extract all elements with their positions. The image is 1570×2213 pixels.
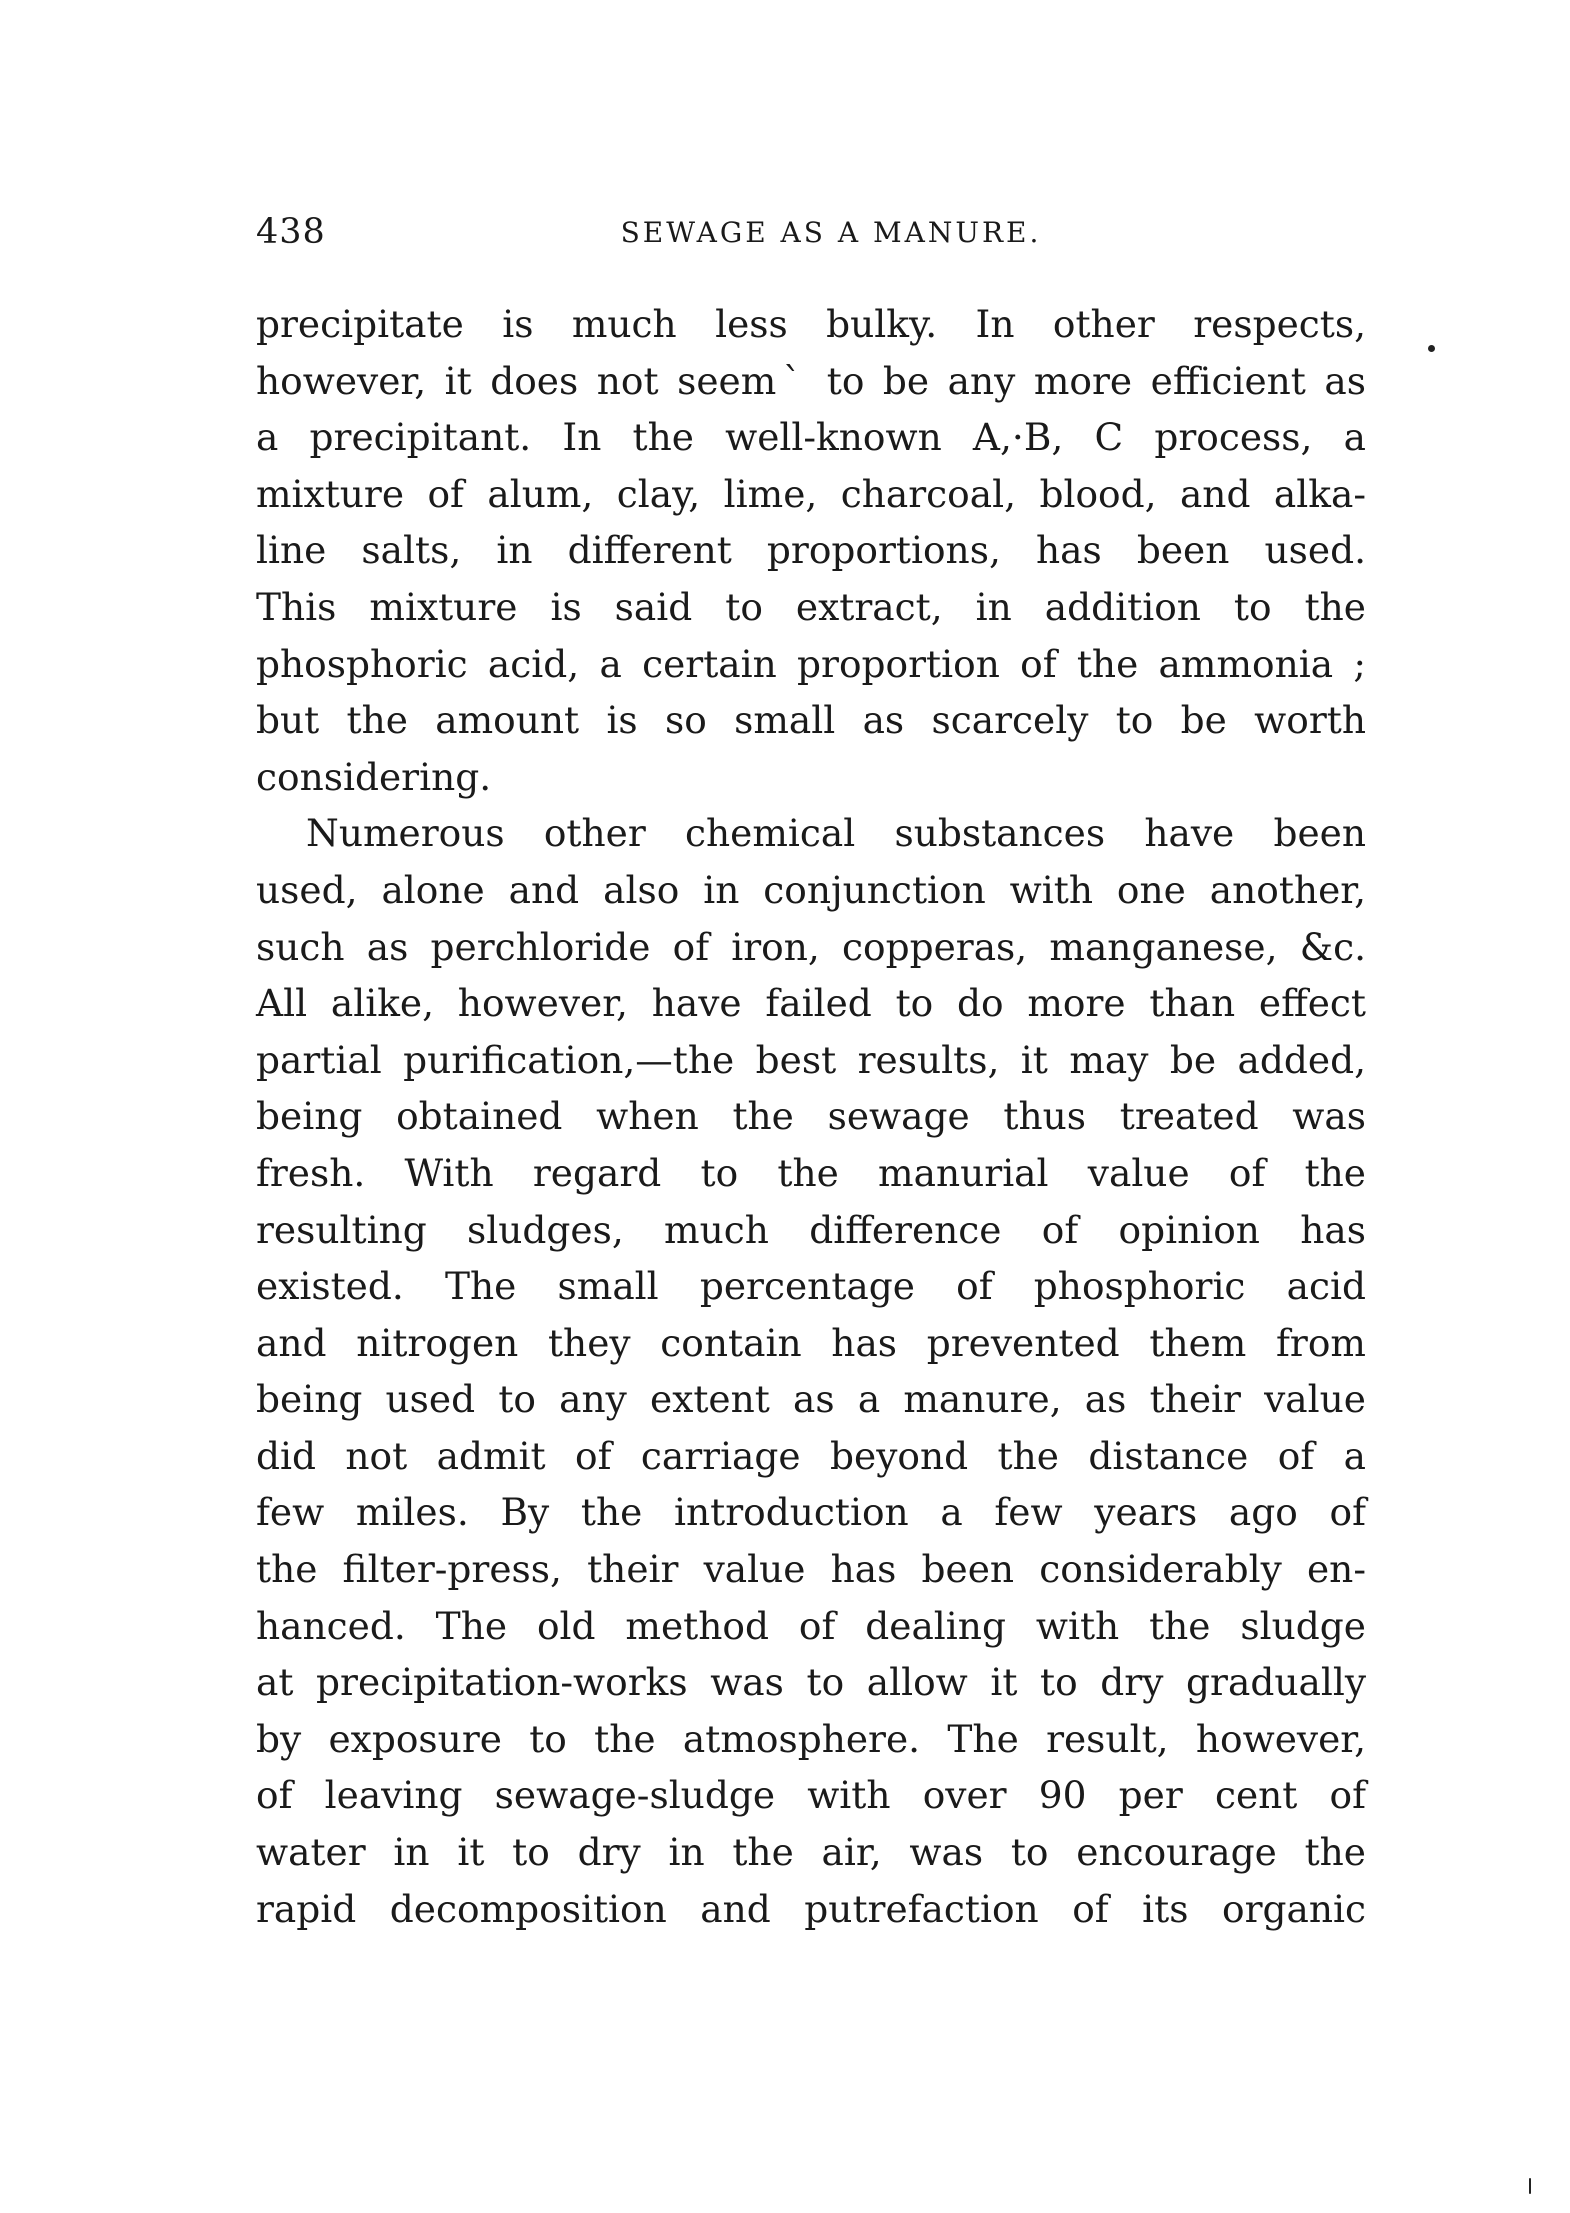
paragraph — [256, 296, 1366, 805]
text-line: precipitate is much less bulky. In other respects, — [256, 302, 1366, 346]
ink-speck — [1529, 2178, 1531, 2194]
text-line: of leaving sewage-sludge with over 90 per cent of — [256, 1773, 1366, 1818]
text-line: by exposure to the atmosphere. The result, however, — [256, 1716, 1366, 1761]
text-line: but the amount is so small as scarcely to be worth — [256, 698, 1366, 743]
text-line: All alike, however, have failed to do more than effect — [256, 981, 1366, 1026]
ink-speck — [1428, 345, 1435, 352]
text-line: being obtained when the sewage thus treated was — [256, 1094, 1366, 1139]
text-line: few miles. By the introduction a few years ago of — [256, 1490, 1366, 1535]
paragraph — [256, 805, 1366, 1937]
running-head — [256, 212, 1366, 264]
page-number: 438 — [256, 212, 326, 252]
text-line: did not admit of carriage beyond the distance of a — [256, 1433, 1366, 1478]
text-line: however, it does not seemˋ to be any more efficient as — [256, 358, 1366, 403]
text-line: This mixture is said to extract, in addition to the — [256, 584, 1366, 629]
text-line: a precipitant. In the well-known A,·B, C process, a — [256, 415, 1366, 460]
text-line: such as perchloride of iron, copperas, manganese, &c. — [256, 924, 1366, 969]
text-line: at precipitation-works was to allow it to dry gradually — [256, 1660, 1366, 1705]
text-line: and nitrogen they contain has prevented them from — [256, 1320, 1366, 1365]
text-line: rapid decomposition and putrefaction of its organic — [256, 1886, 1366, 1931]
text-line: mixture of alum, clay, lime, charcoal, blood, and alka- — [256, 471, 1366, 516]
text-line: being used to any extent as a manure, as their value — [256, 1377, 1366, 1422]
text-line: considering. — [256, 754, 492, 799]
text-line: Numerous other chemical substances have been — [306, 811, 1366, 856]
text-line: resulting sludges, much difference of opinion has — [256, 1207, 1366, 1252]
running-title: SEWAGE AS A MANURE. — [620, 216, 1042, 249]
text-line: phosphoric acid, a certain proportion of the ammonia ; — [256, 641, 1366, 686]
text-line: water in it to dry in the air, was to encourage the — [256, 1830, 1366, 1875]
text-line: the filter-press, their value has been considerably en- — [256, 1547, 1366, 1592]
text-line: existed. The small percentage of phosphoric acid — [256, 1264, 1366, 1309]
text-line: used, alone and also in conjunction with one another, — [256, 867, 1366, 912]
text-line: partial purification,—the best results, it may be added, — [256, 1037, 1366, 1082]
body-text — [256, 296, 1366, 1937]
text-line: fresh. With regard to the manurial value of the — [256, 1150, 1366, 1195]
text-line: line salts, in different proportions, has been used. — [256, 528, 1366, 573]
text-line: hanced. The old method of dealing with the sludge — [256, 1603, 1366, 1648]
